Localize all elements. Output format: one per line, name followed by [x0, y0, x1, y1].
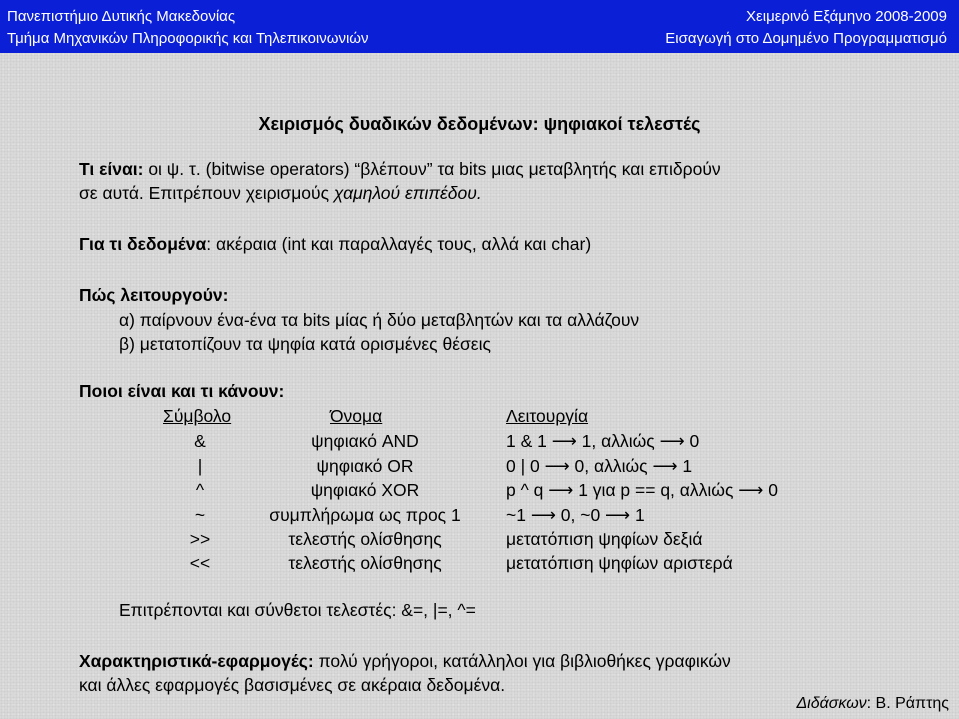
- table-row: [0, 504, 959, 528]
- features-label: Χαρακτηριστικά-εφαρμογές:: [79, 651, 314, 671]
- table-row: [0, 479, 959, 503]
- slide-header: [0, 0, 959, 53]
- compound-operators-note: Επιτρέπονται και σύνθετοι τελεστές: &=, |=, ^=: [119, 600, 476, 620]
- operator-symbol: ~: [194, 505, 206, 525]
- operator-function: p ^ q ⟶ 1 για p == q, αλλιώς ⟶ 0: [506, 480, 778, 500]
- what-line-2: [79, 182, 482, 204]
- operator-symbol: |: [197, 456, 203, 476]
- operator-name: ψηφιακό XOR: [310, 480, 420, 500]
- operator-name: ψηφιακό OR: [316, 456, 414, 476]
- table-header-function: Λειτουργία: [506, 406, 589, 426]
- operator-function: 1 & 1 ⟶ 1, αλλιώς ⟶ 0: [506, 431, 700, 451]
- department-name: Τμήμα Μηχανικών Πληροφορικής και Τηλεπικοινωνιών: [7, 30, 369, 47]
- features-line-1: [79, 650, 731, 672]
- features-line-2: και άλλες εφαρμογές βασισμένες σε ακέραια δεδομένα.: [79, 675, 506, 695]
- instructor-label: Διδάσκων: [796, 695, 867, 712]
- what-text-emphasis: χαμηλού επιπέδου.: [333, 183, 482, 203]
- table-header-name: Όνομα: [330, 406, 383, 426]
- operator-symbol: <<: [189, 553, 211, 573]
- operator-name: τελεστής ολίσθησης: [288, 529, 442, 549]
- how-label: Πώς λειτουργούν:: [79, 285, 229, 305]
- table-row: [0, 430, 959, 454]
- operator-symbol: >>: [189, 529, 211, 549]
- operator-function: μετατόπιση ψηφίων δεξιά: [506, 529, 703, 549]
- data-for-text: : ακέραια (int και παραλλαγές τους, αλλά και char): [206, 234, 592, 254]
- data-for-line: [79, 233, 591, 255]
- table-row: [0, 455, 959, 479]
- semester-label: Χειμερινό Εξάμηνο 2008-2009: [746, 8, 947, 25]
- operator-symbol: ^: [195, 480, 205, 500]
- operator-name: ψηφιακό AND: [311, 431, 419, 451]
- operator-function: 0 | 0 ⟶ 0, αλλιώς ⟶ 1: [506, 456, 693, 476]
- slide-title: Χειρισμός δυαδικών δεδομένων: ψηφιακοί τελεστές: [258, 114, 701, 134]
- operator-name: συμπλήρωμα ως προς 1: [269, 505, 461, 525]
- which-label: Ποιοι είναι και τι κάνουν:: [79, 381, 285, 401]
- instructor-name: : Β. Ράπτης: [866, 695, 949, 712]
- operator-function: μετατόπιση ψηφίων αριστερά: [506, 553, 733, 573]
- what-line-1: [79, 158, 721, 180]
- operator-name: τελεστής ολίσθησης: [288, 553, 442, 573]
- what-label: Τι είναι:: [79, 159, 144, 179]
- table-header-symbol: Σύμβολο: [163, 406, 232, 426]
- table-row: [0, 552, 959, 576]
- what-text-1: οι ψ. τ. (bitwise operators) “βλέπουν” τα bits μιας μεταβλητής και επιδρούν: [143, 159, 721, 179]
- course-title: Εισαγωγή στο Δομημένο Προγραμματισμό: [665, 30, 947, 47]
- how-item-a: α) παίρνουν ένα-ένα τα bits μίας ή δύο μεταβλητών και τα αλλάζουν: [119, 310, 640, 330]
- header-right: [665, 6, 947, 50]
- features-text-1: πολύ γρήγοροι, κατάλληλοι για βιβλιοθήκες γραφικών: [313, 651, 731, 671]
- operator-function: ~1 ⟶ 0, ~0 ⟶ 1: [506, 505, 645, 525]
- header-left: [7, 6, 369, 50]
- how-item-b: β) μετατοπίζουν τα ψηφία κατά ορισμένες θέσεις: [119, 334, 491, 354]
- what-text-2: σε αυτά. Επιτρέπουν χειρισμούς: [79, 183, 334, 203]
- table-row: [0, 528, 959, 552]
- instructor-credit: [796, 693, 949, 715]
- university-name: Πανεπιστήμιο Δυτικής Μακεδονίας: [7, 8, 236, 25]
- data-for-label: Για τι δεδομένα: [79, 234, 207, 254]
- operator-symbol: &: [194, 431, 206, 451]
